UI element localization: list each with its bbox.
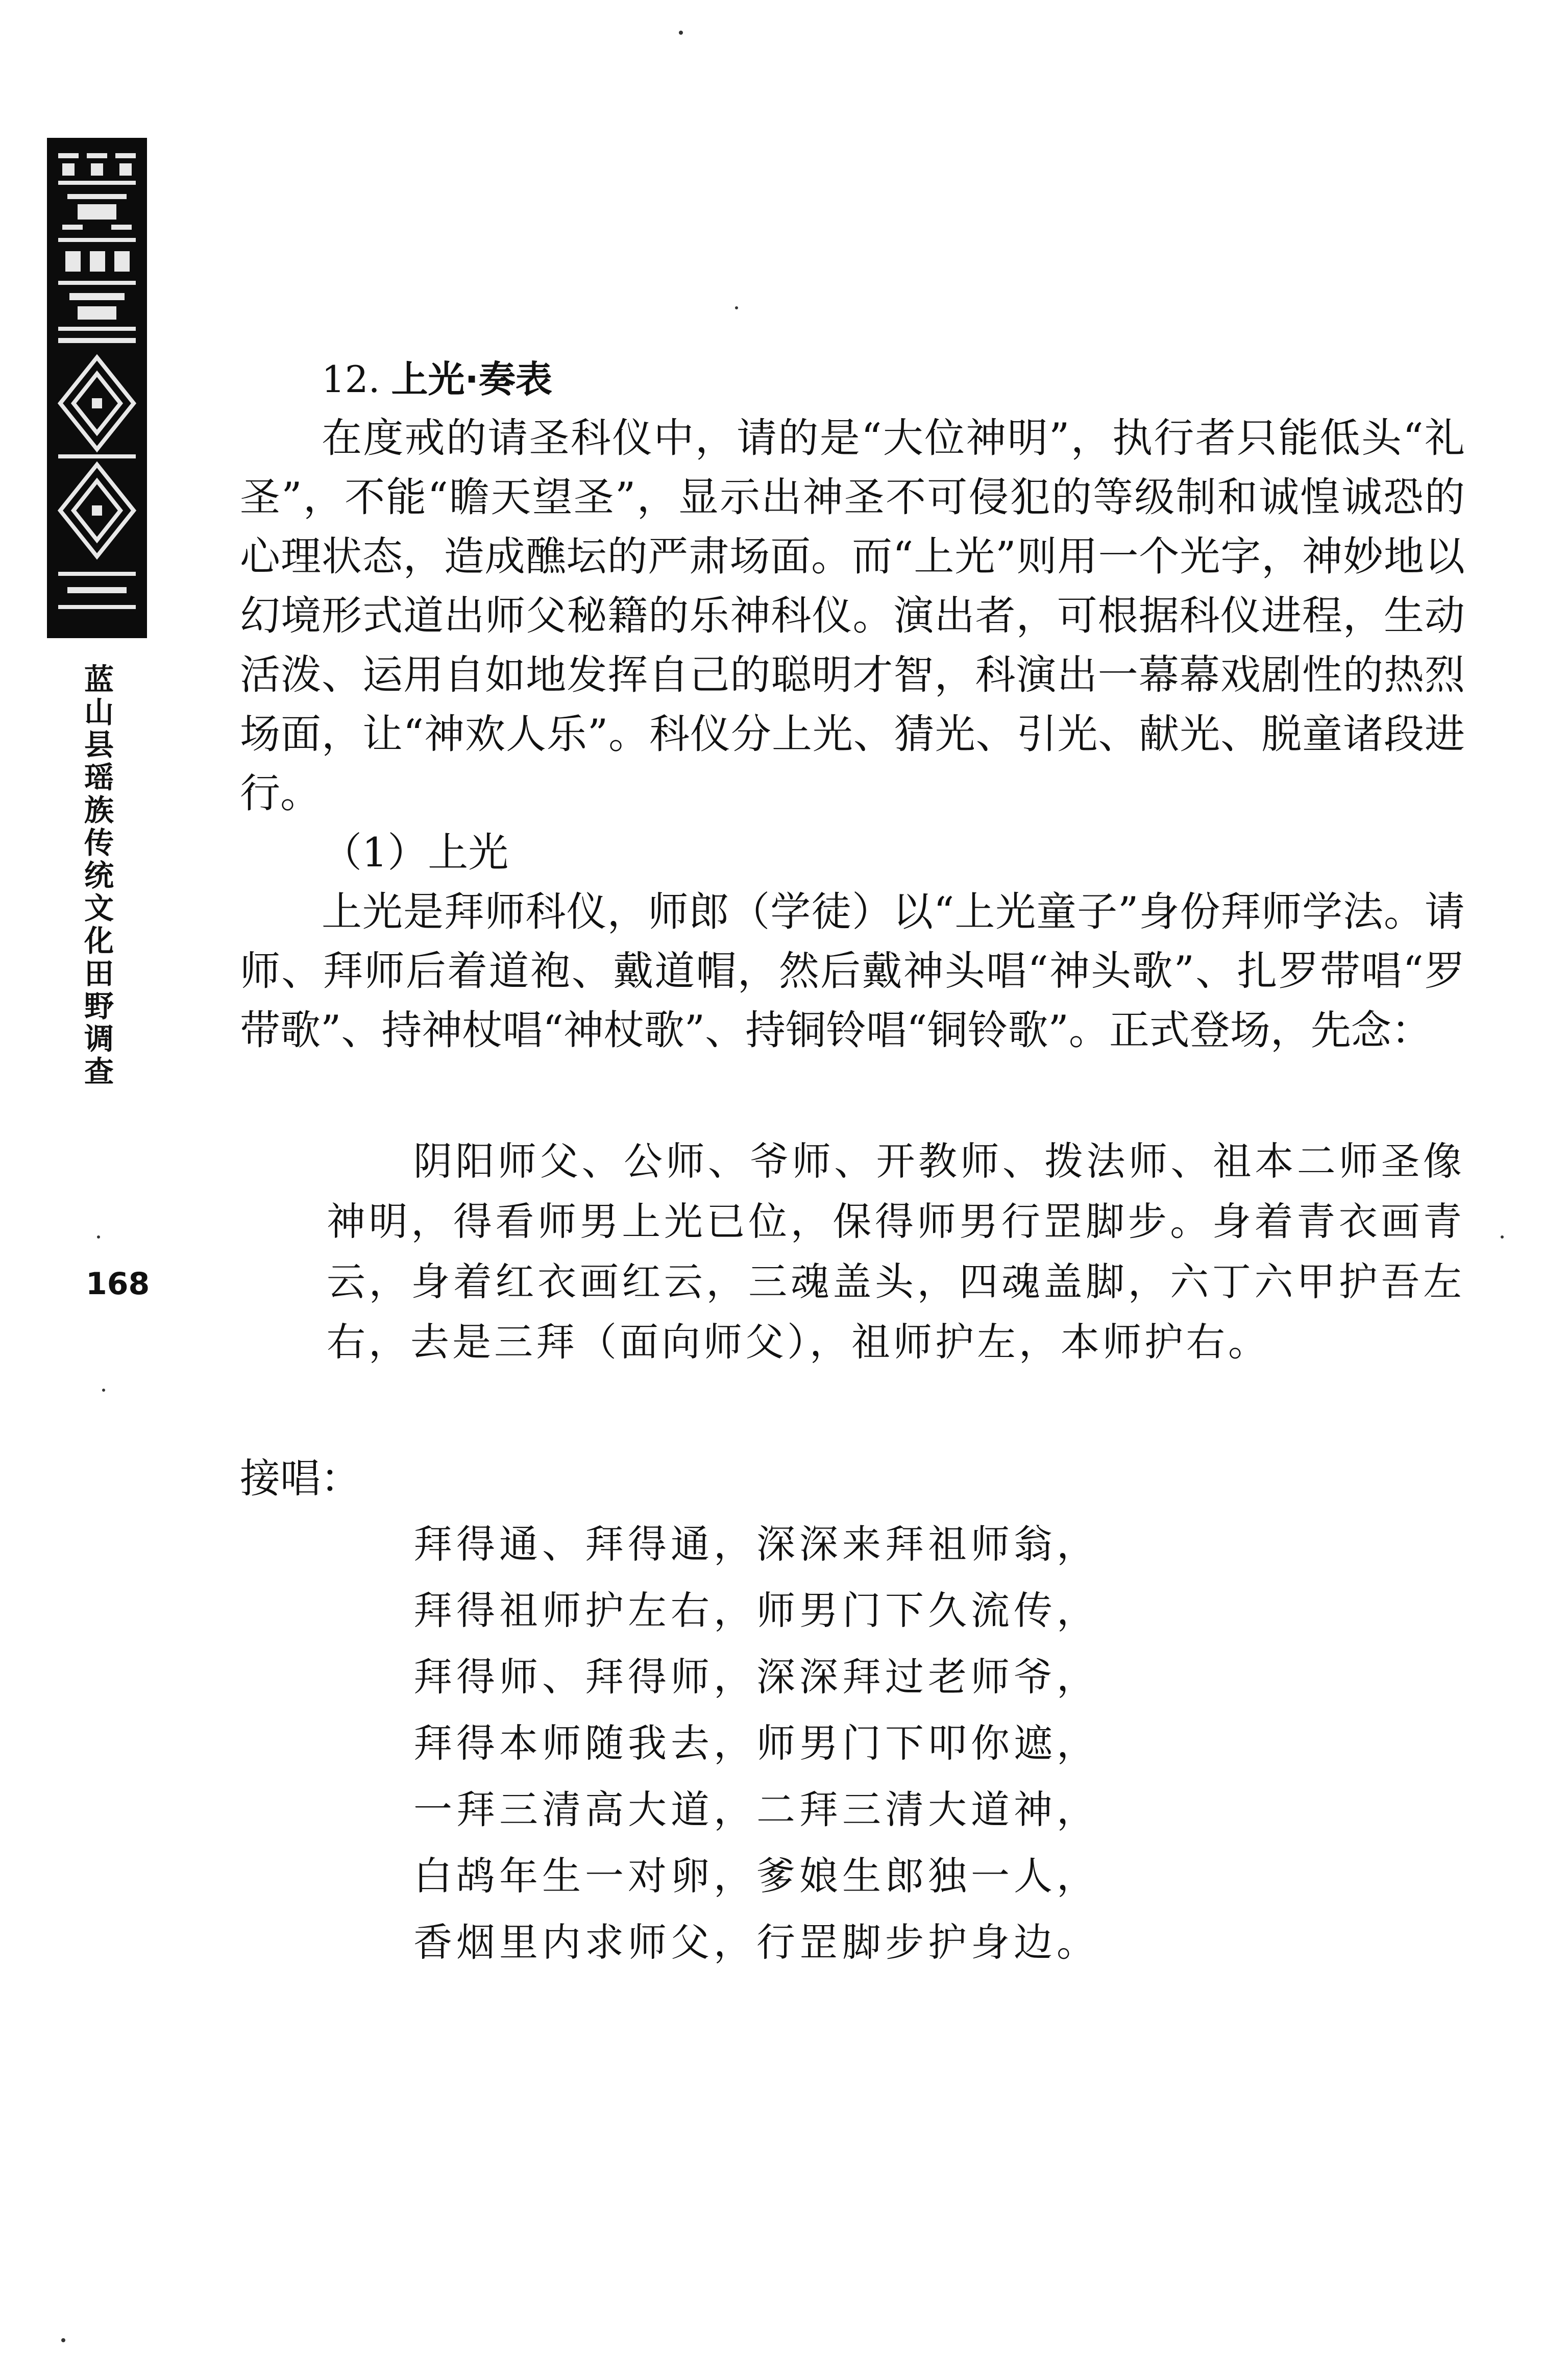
verse-line: 拜得通、拜得通，深深来拜祖师翁， [413, 1521, 1099, 1567]
scan-speck [679, 31, 683, 35]
verse-line: 香烟里内求师父，行罡脚步护身边。 [413, 1920, 1099, 1965]
section-number: 12. [322, 358, 380, 401]
scan-speck [97, 1235, 100, 1239]
verse-line: 白鸪年生一对卵，爹娘生郎独一人， [413, 1853, 1099, 1899]
sung-label: 接唱： [240, 1455, 361, 1502]
decorative-banner [47, 138, 147, 628]
scan-speck [735, 306, 738, 309]
subsection-heading: （1）上光 [322, 829, 509, 876]
section-title-text: 上光·奏表 [391, 358, 552, 401]
section-title [322, 350, 1465, 408]
intro-paragraph: 在度戒的请圣科仪中，请的是“大位神明”，执行者只能低头“礼圣”，不能“瞻天望圣”，显示出神圣不可侵犯的等级制和诚惶诚恐的心理状态，造成醮坛的严肃场面。而“上光”则用一个光字，神妙地以幻境形式道出师父秘籍的乐神科仪。演出者，可根据科仪进程，生动活泼、运用自如地发挥自己的聪明才智，科演出一幕幕戏剧性的热烈场面，让“神欢人乐”。科仪分上光、猜光、引光、献光、脱童诸段进行。 [240, 415, 1465, 817]
main-content [240, 350, 1465, 1976]
page-number: 168 [86, 1266, 150, 1302]
verse-line: 拜得本师随我去，师男门下叩你遮， [413, 1720, 1099, 1766]
scan-speck [61, 2338, 65, 2342]
verse-line: 拜得师、拜得师，深深拜过老师爷， [413, 1654, 1099, 1700]
incantation-block: 阴阳师父、公师、爷师、开教师、拨法师、祖本二师圣像神明，得看师男上光已位，保得师男行罡脚步。身着青衣画青云，身着红衣画红云，三魂盖头，四魂盖脚，六丁六甲护吾左右，去是三拜（面向师父），祖师护左，本师护右。 [327, 1138, 1465, 1365]
banner-pattern-icon [47, 138, 147, 628]
banner-bottom-rule [47, 625, 147, 638]
scan-speck [102, 1389, 105, 1392]
side-book-title: 蓝山县瑶族传统文化田野调查 [79, 664, 114, 1088]
verse-list [413, 1511, 1465, 1976]
verse-line: 一拜三清高大道，二拜三清大道神， [413, 1787, 1099, 1832]
subsection-paragraph: 上光是拜师科仪，师郎（学徒）以“上光童子”身份拜师学法。请师、拜师后着道袍、戴道帽，然后戴神头唱“神头歌”、扎罗带唱“罗带歌”、持神杖唱“神杖歌”、持铜铃唱“铜铃歌”。正式登场，先念： [240, 888, 1465, 1054]
verse-line: 拜得祖师护左右，师男门下久流传， [413, 1588, 1099, 1633]
scan-speck [1501, 1235, 1504, 1239]
